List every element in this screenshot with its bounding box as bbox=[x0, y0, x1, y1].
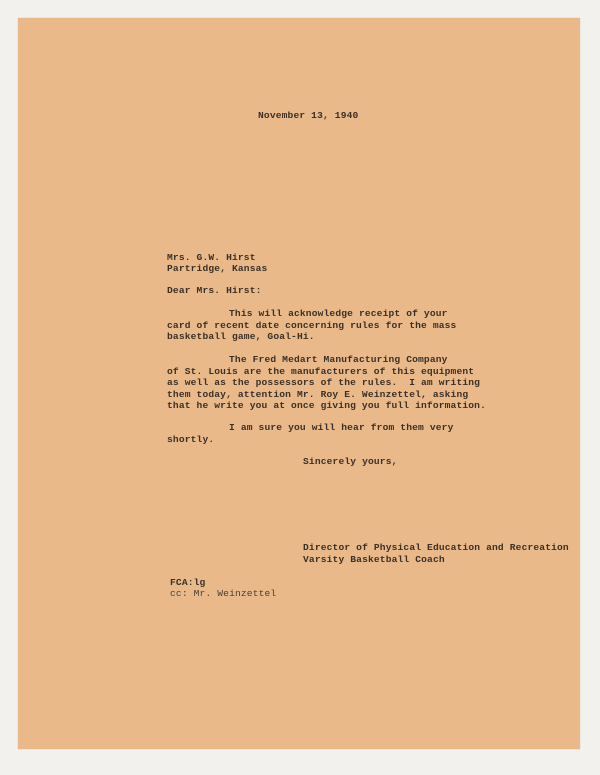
signature-subtitle: Varsity Basketball Coach bbox=[303, 554, 445, 565]
paragraph-1-line: card of recent date concerning rules for the mass bbox=[167, 320, 457, 331]
paragraph-2-line: of St. Louis are the manufacturers of this equipment bbox=[167, 366, 475, 377]
paragraph-1-line: This will acknowledge receipt of your bbox=[229, 308, 448, 319]
paragraph-2-line: The Fred Medart Manufacturing Company bbox=[229, 354, 448, 365]
typist-initials: FCA:lg bbox=[170, 577, 206, 588]
paragraph-2-line: that he write you at once giving you full information. bbox=[167, 400, 486, 411]
carbon-copy: cc: Mr. Weinzettel bbox=[170, 588, 277, 599]
salutation: Dear Mrs. Hirst: bbox=[167, 285, 262, 296]
paragraph-2-line: as well as the possessors of the rules. I am writing bbox=[167, 377, 481, 388]
signature-title: Director of Physical Education and Recreation bbox=[303, 542, 569, 553]
paragraph-2-line: them today, attention Mr. Roy E. Weinzettel, asking bbox=[167, 389, 469, 400]
recipient-name: Mrs. G.W. Hirst bbox=[167, 252, 256, 263]
letter-date: November 13, 1940 bbox=[258, 110, 359, 121]
paragraph-1-line: basketball game, Goal-Hi. bbox=[167, 331, 315, 342]
paragraph-3-line: I am sure you will hear from them very bbox=[229, 422, 454, 433]
closing: Sincerely yours, bbox=[303, 456, 398, 467]
paragraph-3-line: shortly. bbox=[167, 434, 215, 445]
recipient-address: Partridge, Kansas bbox=[167, 263, 268, 274]
